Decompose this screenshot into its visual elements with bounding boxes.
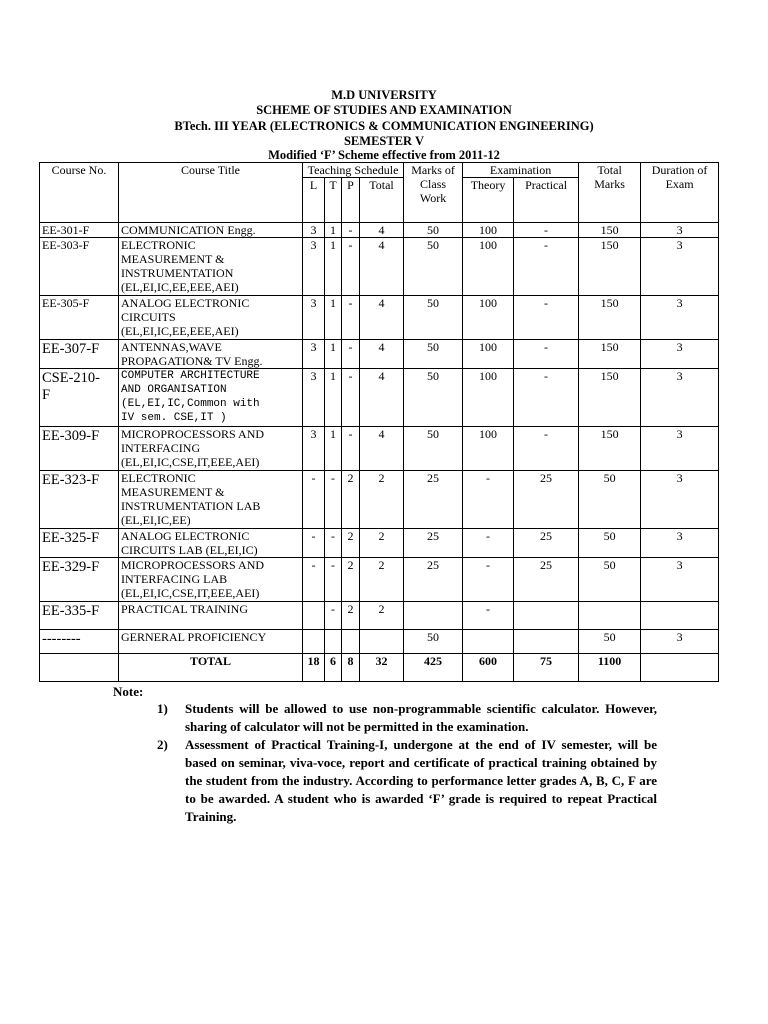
header-total: Total [360,178,404,223]
cell-theory: 100 [463,369,514,427]
table-row [40,427,719,471]
cell-marks: 50 [404,369,463,427]
cell-theory: 100 [463,238,514,296]
header-row-top [40,163,719,178]
cell-total-marks: 150 [579,369,641,427]
cell-practical [514,602,579,630]
cell-duration: 3 [641,296,719,340]
cell-theory: - [463,558,514,602]
table-row [40,471,719,529]
header-p: P [342,178,360,223]
table-row [40,238,719,296]
cell-duration: 3 [641,558,719,602]
cell-total: 4 [360,427,404,471]
cell-duration [641,602,719,630]
cell-L: - [303,558,325,602]
course-no: EE-305-F [40,296,119,340]
cell-P: - [342,296,360,340]
scheme-table [39,162,719,682]
cell-theory: 100 [463,296,514,340]
course-no: EE-325-F [40,529,119,558]
program-title: BTech. III YEAR (ELECTRONICS & COMMUNICATION ENGINEERING) [174,119,594,133]
cell-total-marks: 150 [579,427,641,471]
course-title: ANTENNAS,WAVE PROPAGATION& TV Engg. [119,340,303,369]
cell-practical: - [514,296,579,340]
cell-total-marks: 50 [579,558,641,602]
total-total: 32 [360,654,404,682]
cell-total: 2 [360,471,404,529]
total-l: 18 [303,654,325,682]
header-course-title: Course Title [119,163,303,223]
note-number: 1) [157,701,168,716]
total-row [40,654,719,682]
course-no: EE-303-F [40,238,119,296]
course-title: MICROPROCESSORS AND INTERFACING (EL,EI,IC,CSE,IT,EEE,AEI) [119,427,303,471]
course-no: EE-301-F [40,223,119,238]
cell-total: 2 [360,558,404,602]
cell-theory: - [463,529,514,558]
cell-duration: 3 [641,340,719,369]
table-row [40,630,719,654]
cell-P: 2 [342,558,360,602]
table-row [40,558,719,602]
course-no: CSE-210- F [40,369,119,427]
course-no: EE-309-F [40,427,119,471]
table-row [40,340,719,369]
cell-practical: 25 [514,558,579,602]
cell-marks: 25 [404,471,463,529]
cell-total-marks: 150 [579,238,641,296]
header-practical: Practical [514,178,579,223]
cell-practical [514,630,579,654]
cell-P: 2 [342,471,360,529]
cell-T: - [325,529,342,558]
header-teaching-schedule: Teaching Schedule [303,163,404,178]
course-title: COMMUNICATION Engg. [119,223,303,238]
cell-T: 1 [325,340,342,369]
header-theory: Theory [463,178,514,223]
note-number: 2) [157,737,168,752]
note-text: Students will be allowed to use non-programmable scientific calculator. However, sharing of calculator will not be permitted in the examination. [185,701,657,734]
cell-P [342,630,360,654]
cell-P: - [342,427,360,471]
cell-P: 2 [342,529,360,558]
header-duration: Duration of Exam [641,163,719,223]
cell-practical: - [514,369,579,427]
cell-marks: 50 [404,427,463,471]
cell-marks: 25 [404,529,463,558]
course-title: COMPUTER ARCHITECTURE AND ORGANISATION (EL,EI,IC,Common with IV sem. CSE,IT ) [119,369,303,427]
cell-duration: 3 [641,529,719,558]
course-title: ANALOG ELECTRONIC CIRCUITS LAB (EL,EI,IC) [119,529,303,558]
course-title: ELECTRONIC MEASUREMENT & INSTRUMENTATION LAB (EL,EI,IC,EE) [119,471,303,529]
course-title: ANALOG ELECTRONIC CIRCUITS (EL,EI,IC,EE,EEE,AEI) [119,296,303,340]
cell-duration: 3 [641,238,719,296]
cell-duration: 3 [641,427,719,471]
table-row [40,529,719,558]
cell-theory: - [463,602,514,630]
cell-L [303,602,325,630]
cell-P: - [342,238,360,296]
cell-marks: 50 [404,340,463,369]
note-item [157,736,657,826]
cell-total: 4 [360,238,404,296]
course-no: EE-323-F [40,471,119,529]
cell-marks: 25 [404,558,463,602]
cell-T: 1 [325,223,342,238]
cell-total-marks: 150 [579,223,641,238]
cell-T: 1 [325,296,342,340]
cell-L: - [303,471,325,529]
cell-total-marks: 150 [579,296,641,340]
cell-theory: - [463,471,514,529]
cell-practical: - [514,340,579,369]
cell-total: 4 [360,296,404,340]
header-t: T [325,178,342,223]
cell-practical: - [514,427,579,471]
cell-marks [404,602,463,630]
cell-T: - [325,602,342,630]
cell-T: - [325,558,342,602]
note-text: Assessment of Practical Training-I, undergone at the end of IV semester, will be based on seminar, viva-voce, report and certificate of practical training obtained by the student from the industry. According to performance letter grades A, B, C, F are to be awarded. A student who is awarded ‘F’ grade is required to repeat Practical Training. [185,737,657,824]
note-item [157,700,657,736]
cell-L: 3 [303,427,325,471]
header-course-no: Course No. [40,163,119,223]
modified-scheme-note: Modified ‘F’ Scheme effective from 2011-12 [268,148,500,162]
cell-total: 2 [360,602,404,630]
cell-total-marks: 50 [579,630,641,654]
course-no: EE-329-F [40,558,119,602]
table-row [40,296,719,340]
cell-T: 1 [325,369,342,427]
cell-total: 4 [360,223,404,238]
university-title: M.D UNIVERSITY [331,88,437,102]
cell-theory: 100 [463,223,514,238]
cell-total [360,630,404,654]
total-t: 6 [325,654,342,682]
cell-T [325,630,342,654]
table-row [40,369,719,427]
course-no: -------- [40,630,119,654]
cell-total-marks [579,602,641,630]
cell-L: 3 [303,296,325,340]
course-title: GERNERAL PROFICIENCY [119,630,303,654]
cell-practical: 25 [514,529,579,558]
cell-total-marks: 50 [579,529,641,558]
note-label: Note: [113,684,144,699]
cell-practical: - [514,223,579,238]
cell-T: 1 [325,238,342,296]
cell-P: - [342,369,360,427]
total-duration [641,654,719,682]
total-label: TOTAL [119,654,303,682]
cell-marks: 50 [404,630,463,654]
semester-title: SEMESTER V [343,134,424,148]
course-no: EE-307-F [40,340,119,369]
header-total-marks: Total Marks [579,163,641,223]
cell-marks: 50 [404,223,463,238]
cell-P: - [342,340,360,369]
table-row [40,223,719,238]
course-title: PRACTICAL TRAINING [119,602,303,630]
header-examination: Examination [463,163,579,178]
cell-L: 3 [303,369,325,427]
cell-marks: 50 [404,296,463,340]
cell-T: 1 [325,427,342,471]
cell-theory [463,630,514,654]
cell-L [303,630,325,654]
cell-duration: 3 [641,369,719,427]
total-p: 8 [342,654,360,682]
cell-theory: 100 [463,427,514,471]
course-title: ELECTRONIC MEASUREMENT & INSTRUMENTATION (EL,EI,IC,EE,EEE,AEI) [119,238,303,296]
cell-L: 3 [303,223,325,238]
course-title: MICROPROCESSORS AND INTERFACING LAB (EL,EI,IC,CSE,IT,EEE,AEI) [119,558,303,602]
cell-total: 4 [360,369,404,427]
cell-practical: 25 [514,471,579,529]
cell-duration: 3 [641,630,719,654]
total-practical: 75 [514,654,579,682]
cell-marks: 50 [404,238,463,296]
total-total-marks: 1100 [579,654,641,682]
cell-total: 4 [360,340,404,369]
scheme-title: SCHEME OF STUDIES AND EXAMINATION [256,103,512,117]
cell-duration: 3 [641,223,719,238]
cell-L: 3 [303,238,325,296]
course-no: EE-335-F [40,602,119,630]
header-l: L [303,178,325,223]
table-row [40,602,719,630]
cell-P: - [342,223,360,238]
total-theory: 600 [463,654,514,682]
cell-L: 3 [303,340,325,369]
cell-total: 2 [360,529,404,558]
cell-total-marks: 50 [579,471,641,529]
cell-T: - [325,471,342,529]
cell-theory: 100 [463,340,514,369]
cell-L: - [303,529,325,558]
cell-practical: - [514,238,579,296]
total-marks: 425 [404,654,463,682]
notes-list [157,700,657,826]
cell-P: 2 [342,602,360,630]
header-class-work-marks: Marks of Class Work [404,163,463,223]
cell-duration: 3 [641,471,719,529]
cell-total-marks: 150 [579,340,641,369]
